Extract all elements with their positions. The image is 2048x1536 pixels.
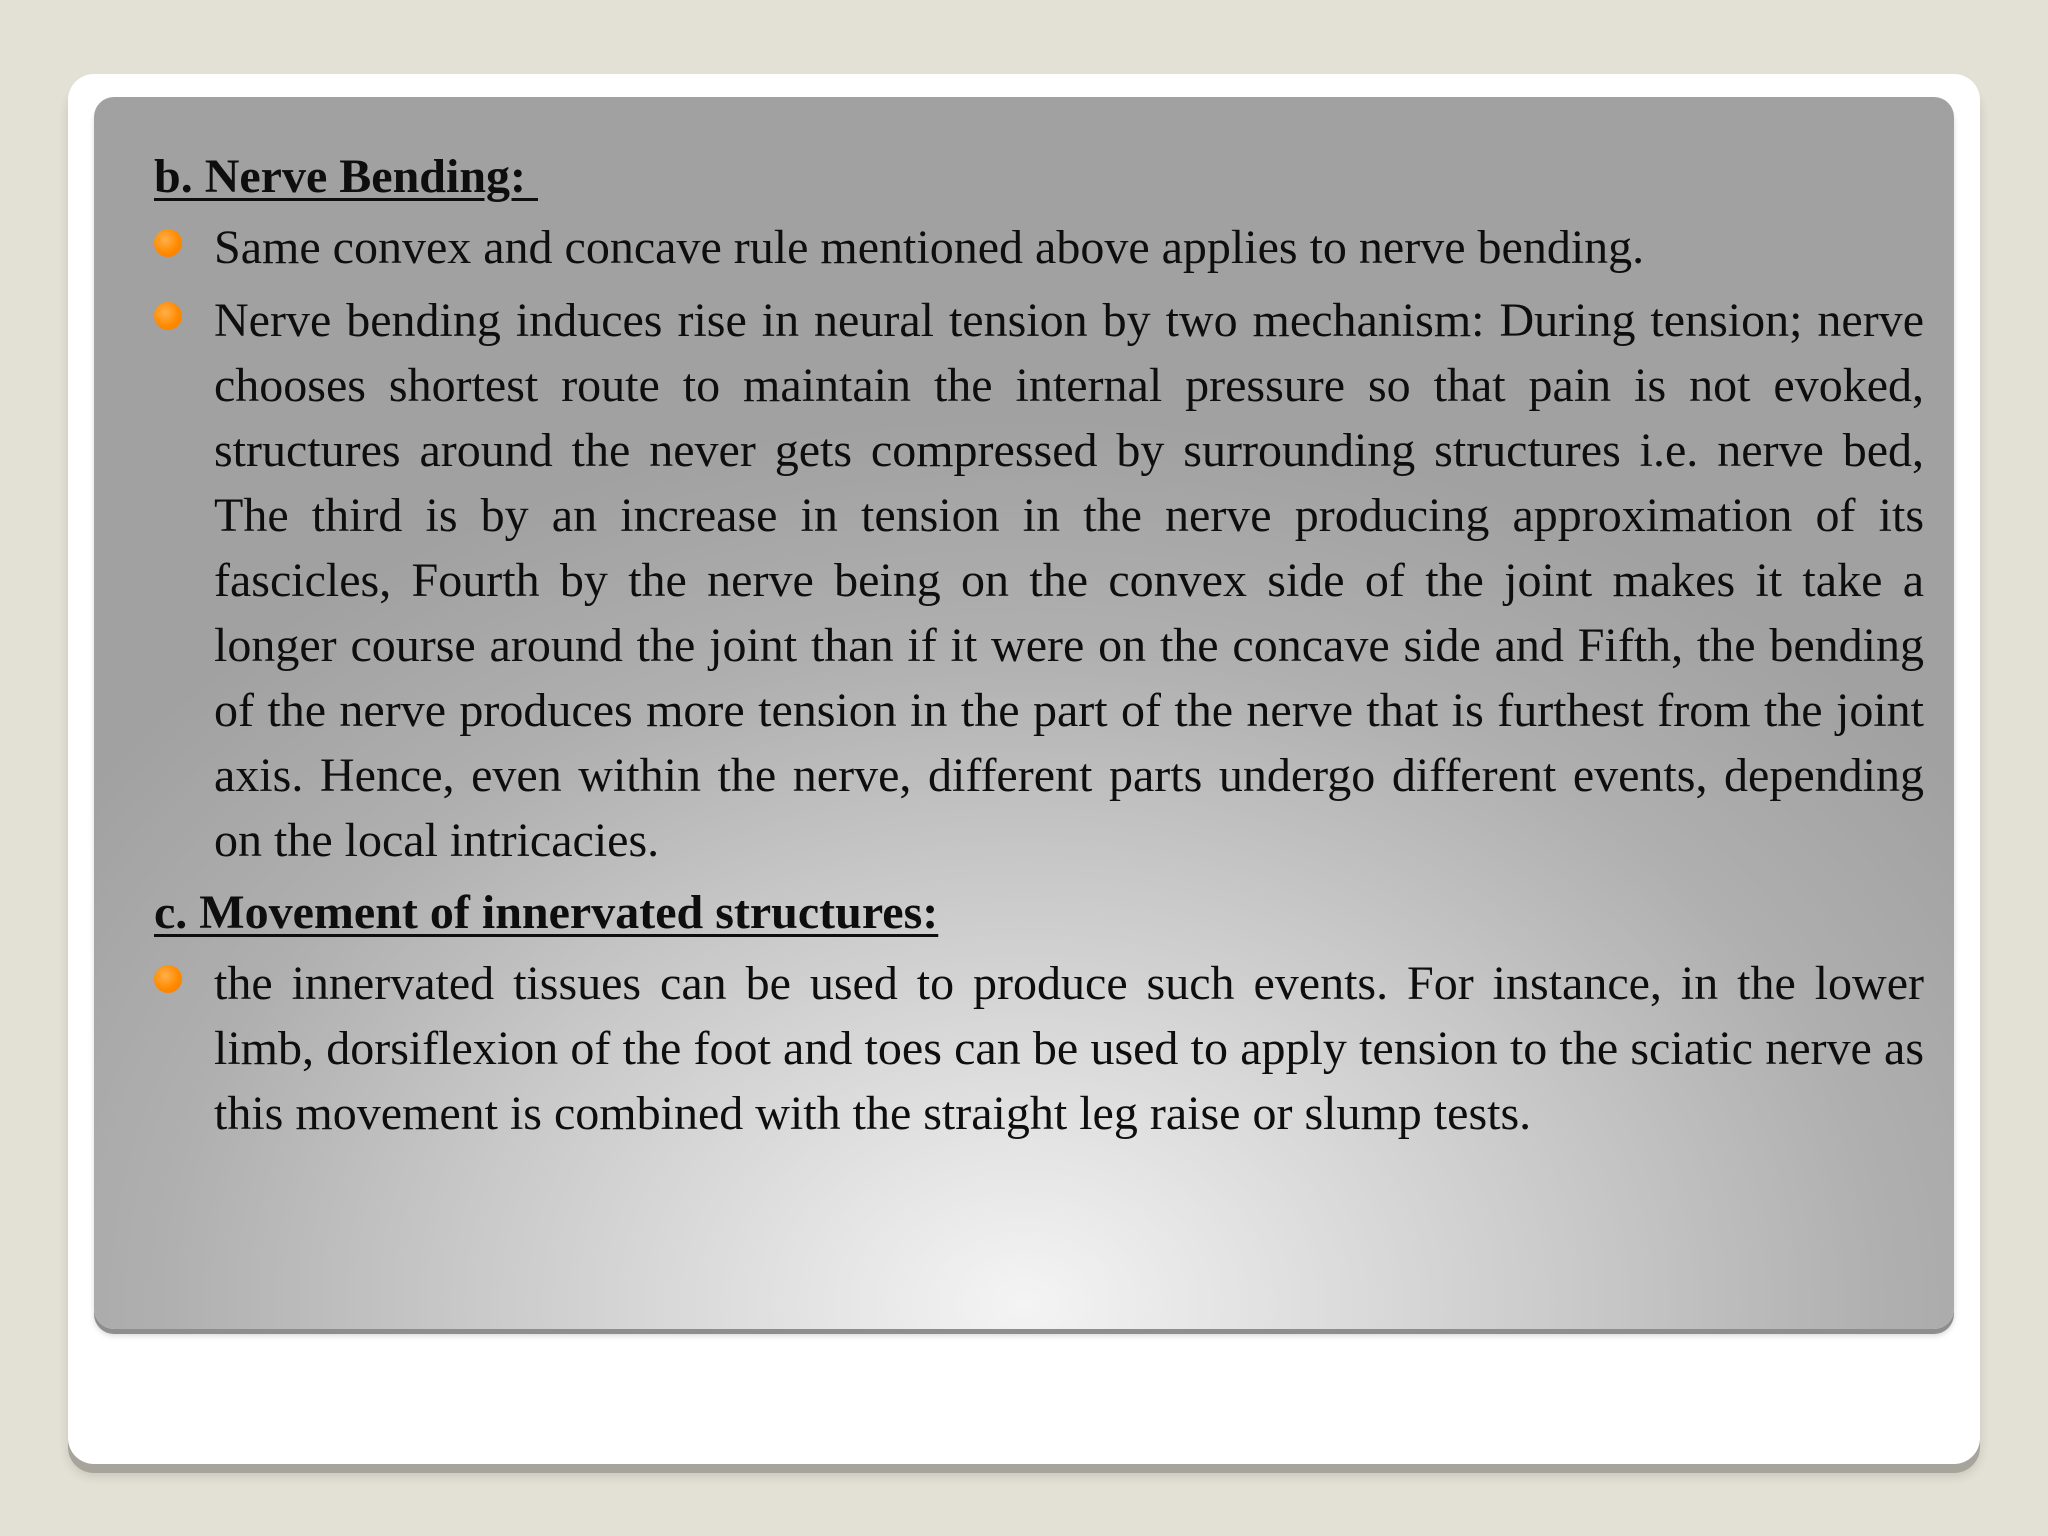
orange-dot-bullet-icon: [154, 965, 182, 993]
list-item: [154, 215, 1924, 280]
slide-body: [154, 145, 1924, 1154]
orange-dot-bullet-icon: [154, 302, 182, 330]
list-item: [154, 288, 1924, 873]
orange-dot-bullet-icon: [154, 229, 182, 257]
section-b-heading: b. Nerve Bending:: [154, 150, 538, 203]
bullet-text: the innervated tissues can be used to produce such events. For instance, in the lower limb, dorsiflexion of the foot and toes can be used to apply tension to the sciatic nerve as this movement is combined with the straight leg raise or slump tests.: [214, 957, 1924, 1140]
bullet-text: Nerve bending induces rise in neural tension by two mechanism: During tension; nerve chooses shortest route to maintain the internal pressure so that pain is not evoked, structures around the never gets compressed by surrounding structures i.e. nerve bed, The third is by an increase in tension in the nerve producing approximation of its fascicles, Fourth by the nerve being on the convex side of the joint makes it take a longer course around the joint than if it were on the concave side and Fifth, the bending of the nerve produces more tension in the part of the nerve that is furthest from the joint axis. Hence, even within the nerve, different parts undergo different events, depending on the local intricacies.: [214, 294, 1924, 867]
section-c-heading: c. Movement of innervated structures:: [154, 886, 939, 939]
slide-content-panel: [94, 97, 1954, 1329]
list-item: [154, 951, 1924, 1146]
bullet-text: Same convex and concave rule mentioned above applies to nerve bending.: [214, 221, 1645, 274]
